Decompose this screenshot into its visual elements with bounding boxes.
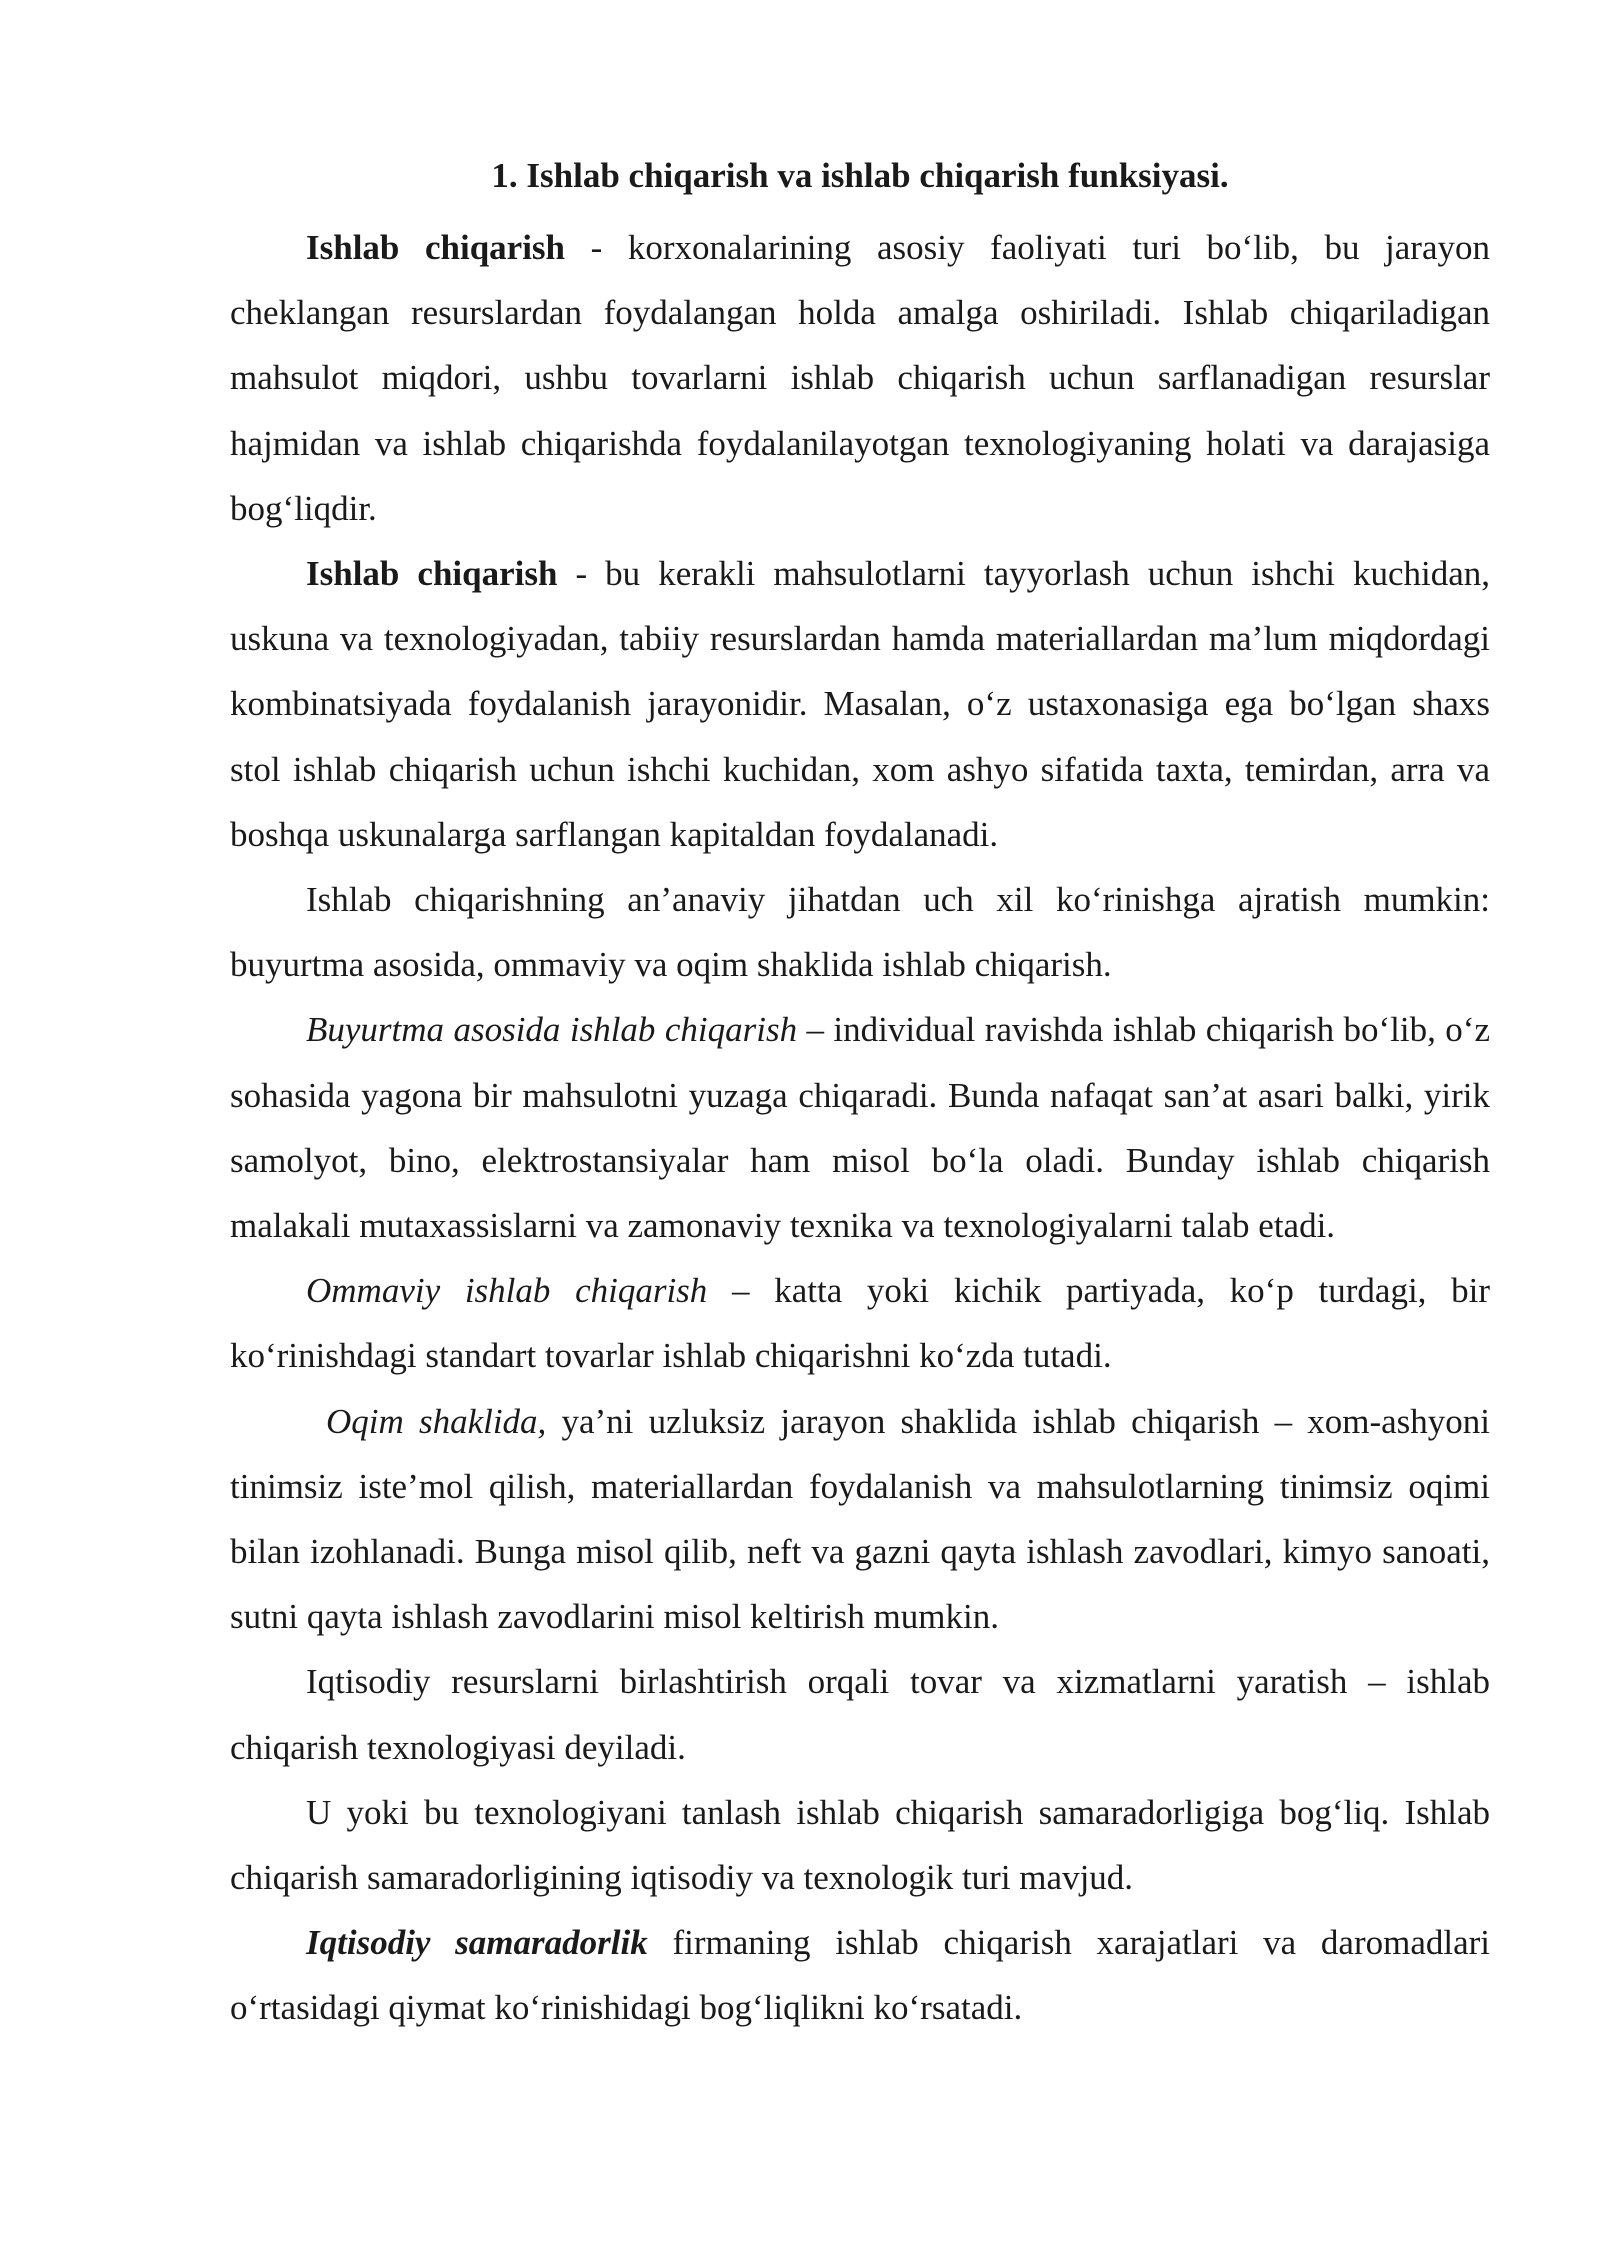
section-title: 1. Ishlab chiqarish va ishlab chiqarish funksiyasi. [491,156,1229,195]
term-buyurtma-asosida: Buyurtma asosida ishlab chiqarish [306,1010,798,1050]
term-ishlab-chiqarish: Ishlab chiqarish [306,554,558,594]
term-ommaviy: Ommaviy ishlab chiqarish [306,1271,708,1311]
paragraph-production-process [230,541,1490,867]
paragraph-text: - bu kerakli mahsulotlarni tayyorlash uchun ishchi kuchidan, uskuna va texnologiyadan, tabiiy resurslardan hamda materiallardan ma’lum miqdordagi kombinatsiyada foydalanish jarayonidir. Masalan, o‘z ustaxonasiga ega bo‘lgan shaxs stol ishlab chiqarish uchun ishchi kuchidan, xom ashyo sifatida taxta, temirdan, arra va boshqa uskunalarga sarflangan kapitaldan foydalanadi. [230,554,1490,854]
term-iqtisodiy-samaradorlik: Iqtisodiy samaradorlik [306,1923,648,1963]
paragraph-order-based [230,997,1490,1258]
paragraph-mass-production [230,1258,1490,1388]
paragraph-text: ya’ni uzluksiz jarayon shaklida ishlab chiqarish – xom-ashyoni tinimsiz iste’mol qilish, materiallardan foydalanish va mahsulotlarning tinimsiz oqimi bilan izohlanadi. Bunga misol qilib, neft va gazni qayta ishlash zavodlari, kimyo sanoati, sutni qayta ishlash zavodlarini misol keltirish mumkin. [230,1401,1490,1637]
paragraph-text: Iqtisodiy resurslarni birlashtirish orqali tovar va xizmatlarni yaratish – ishlab chiqarish texnologiyasi deyiladi. [230,1662,1490,1767]
term-oqim-shaklida: Oqim shaklida, [326,1401,547,1441]
term-ishlab-chiqarish: Ishlab chiqarish [306,228,566,267]
document-page [230,150,1490,2041]
paragraph-flow-production [230,1389,1490,1650]
paragraph-production-technology [230,1649,1490,1779]
paragraph-text: Ishlab chiqarishning an’anaviy jihatdan uch xil ko‘rinishga ajratish mumkin: buyurtma asosida, ommaviy va oqim shaklida ishlab chiqarish. [230,880,1490,985]
paragraph-text: U yoki bu texnologiyani tanlash ishlab chiqarish samaradorligiga bog‘liq. Ishlab chiqarish samaradorligining iqtisodiy va texnologik turi mavjud. [230,1792,1490,1898]
paragraph-text: – katta yoki kichik partiyada, ko‘p turdagi, bir ko‘rinishdagi standart tovarlar ishlab chiqarishni ko‘zda tutadi. [230,1271,1490,1376]
paragraph-text: – individual ravishda ishlab chiqarish bo‘lib, o‘z sohasida yagona bir mahsulotni yuzaga chiqaradi. Bunda nafaqat san’at asari balki, yirik samolyot, bino, elektrostansiyalar ham misol bo‘la oladi. Bunday ishlab chiqarish malakali mutaxassislarni va zamonaviy texnika va texnologiyalarni talab etadi. [230,1010,1490,1246]
paragraph-text: firmaning ishlab chiqarish xarajatlari va daromadlari o‘rtasidagi qiymat ko‘rinishidagi bog‘liqlikni ko‘rsatadi. [230,1923,1490,2028]
paragraph-efficiency [230,1780,1490,1910]
paragraph-economic-efficiency [230,1910,1490,2040]
paragraph-production-types [230,867,1490,997]
paragraph-production-definition [230,215,1490,541]
paragraph-text: - korxonalarining asosiy faoliyati turi bo‘lib, bu jarayon cheklangan resurslardan foydalangan holda amalga oshiriladi. Ishlab chiqariladigan mahsulot miqdori, ushbu tovarlarni ishlab chiqarish uchun sarflanadigan resurslar hajmidan va ishlab chiqarishda foydalanilayotgan texnologiyaning holati va darajasiga bog‘liqdir. [230,228,1491,528]
